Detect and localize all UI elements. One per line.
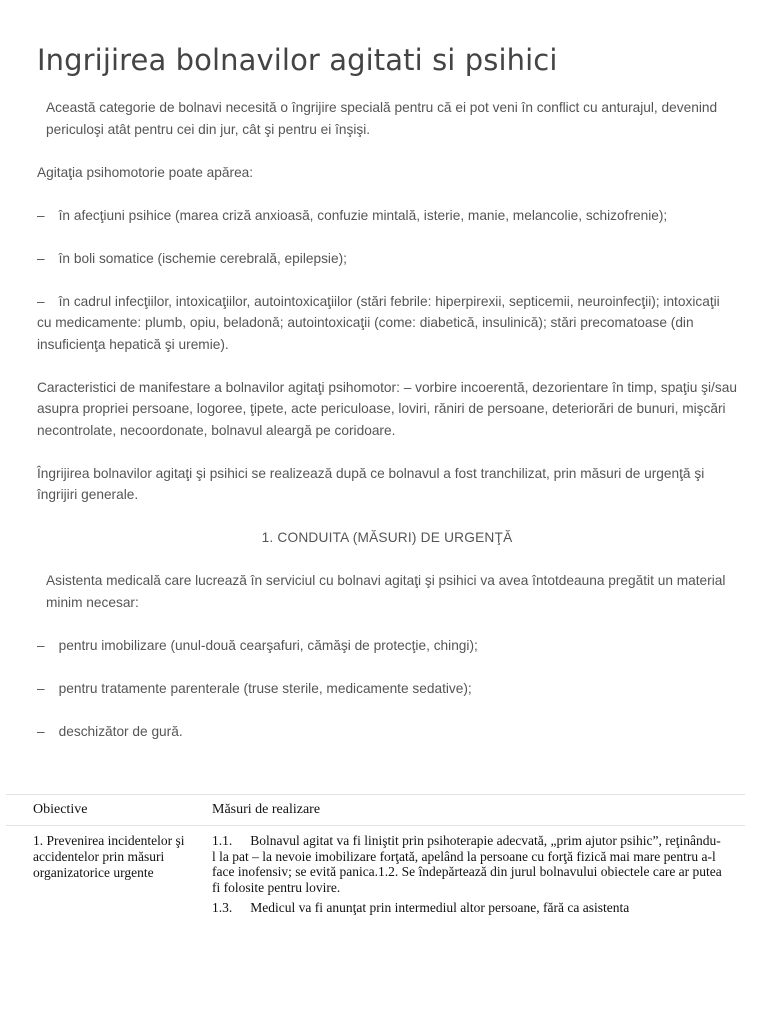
dash-mark: – <box>37 680 45 696</box>
intro-paragraph: Această categorie de bolnavi necesită o îngrijire specială pentru că ei pot veni în conflict cu anturajul, devenind periculoşi atât pentru cei din jur, cât şi pentru ei înşişi. <box>46 100 718 137</box>
section-heading: 1. CONDUITA (MĂSURI) DE URGENŢĂ <box>261 530 513 545</box>
measure-item <box>212 900 723 916</box>
header-masuri: Măsuri de realizare <box>212 802 321 817</box>
dash-mark: – <box>37 723 45 739</box>
agitatie-paragraph: Agitaţia psihomotorie poate apărea: <box>37 164 254 180</box>
measures-cell <box>212 826 745 921</box>
cause-bullet-infectii <box>37 291 737 356</box>
material-bullet-tratamente <box>37 678 737 700</box>
article-body <box>37 40 737 764</box>
measure-text: Bolnavul agitat va fi liniştit prin psihoterapie adecvată, „prim ajutor psihic”, reţinându-l la pat – la nevoie imobilizare forţată, apelând la persoane cu forţă fizică mai mare pentru a-l face inofensiv; se evită panica.1.2. Se îndepărtează din jurul bolnavului obiectele care ar putea fi folosite pentru lovire. <box>212 833 722 895</box>
measure-number: 1.1. <box>212 833 233 848</box>
objective-cell: 1. Prevenirea incidentelor şi accidentelor prin măsuri organizatorice urgente <box>33 833 185 880</box>
caracteristici-paragraph: Caracteristici de manifestare a bolnavilor agitaţi psihomotor: – vorbire incoerentă, dezorientare în timp, spaţiu şi/sau asupra propriei persoane, logoree, ţipete, acte periculoase, loviri, răniri de persoane, deteriorări de bunuri, mişcări necontrolate, necoordonate, bolnavul aleargă pe coridoare. <box>37 379 737 438</box>
dash-mark: – <box>37 637 45 653</box>
measure-number: 1.3. <box>212 900 233 915</box>
cause-bullet-somatice <box>37 248 737 270</box>
dash-mark: – <box>37 250 45 266</box>
measures-table <box>6 794 745 921</box>
dash-mark: – <box>37 207 45 223</box>
ingrijirea-paragraph: Îngrijirea bolnavilor agitaţi şi psihici se realizează după ce bolnavul a fost tranchilizat, prin măsuri de urgenţă şi îngrijiri generale. <box>37 465 705 502</box>
table-row <box>6 825 745 921</box>
dash-mark: – <box>37 293 45 309</box>
table-header-row <box>6 794 745 825</box>
bullet-text: în cadrul infecţiilor, intoxicaţiilor, autointoxicaţiilor (stări febrile: hiperpirexii, septicemii, neuroinfecţii); intoxicaţii cu medicamente: plumb, opiu, beladonă; autointoxicaţii (come: diabetică, insulinică); stări precomatoase (din insuficienţa hepatică şi uremie). <box>37 293 720 352</box>
bullet-text: în afecţiuni psihice (marea criză anxioasă, confuzie mintală, isterie, manie, melancolie, schizofrenie); <box>58 207 668 223</box>
asistenta-paragraph: Asistenta medicală care lucrează în serviciul cu bolnavi agitaţi şi psihici va avea întotdeauna pregătit un material minim necesar: <box>46 573 726 610</box>
header-obiective: Obiective <box>33 802 88 817</box>
measure-item <box>212 833 723 895</box>
measure-text: Medicul va fi anunţat prin intermediul altor persoane, fără ca asistenta <box>250 900 630 915</box>
material-bullet-imobilizare <box>37 635 737 657</box>
bullet-text: în boli somatice (ischemie cerebrală, epilepsie); <box>58 250 347 266</box>
page-title: Ingrijirea bolnavilor agitati si psihici <box>37 43 558 77</box>
cause-bullet-psihice <box>37 205 737 227</box>
material-bullet-deschizator <box>37 721 737 743</box>
bullet-text: pentru imobilizare (unul-două cearşafuri, cămăşi de protecţie, chingi); <box>58 637 478 653</box>
bullet-text: deschizător de gură. <box>58 723 183 739</box>
bullet-text: pentru tratamente parenterale (truse sterile, medicamente sedative); <box>58 680 472 696</box>
